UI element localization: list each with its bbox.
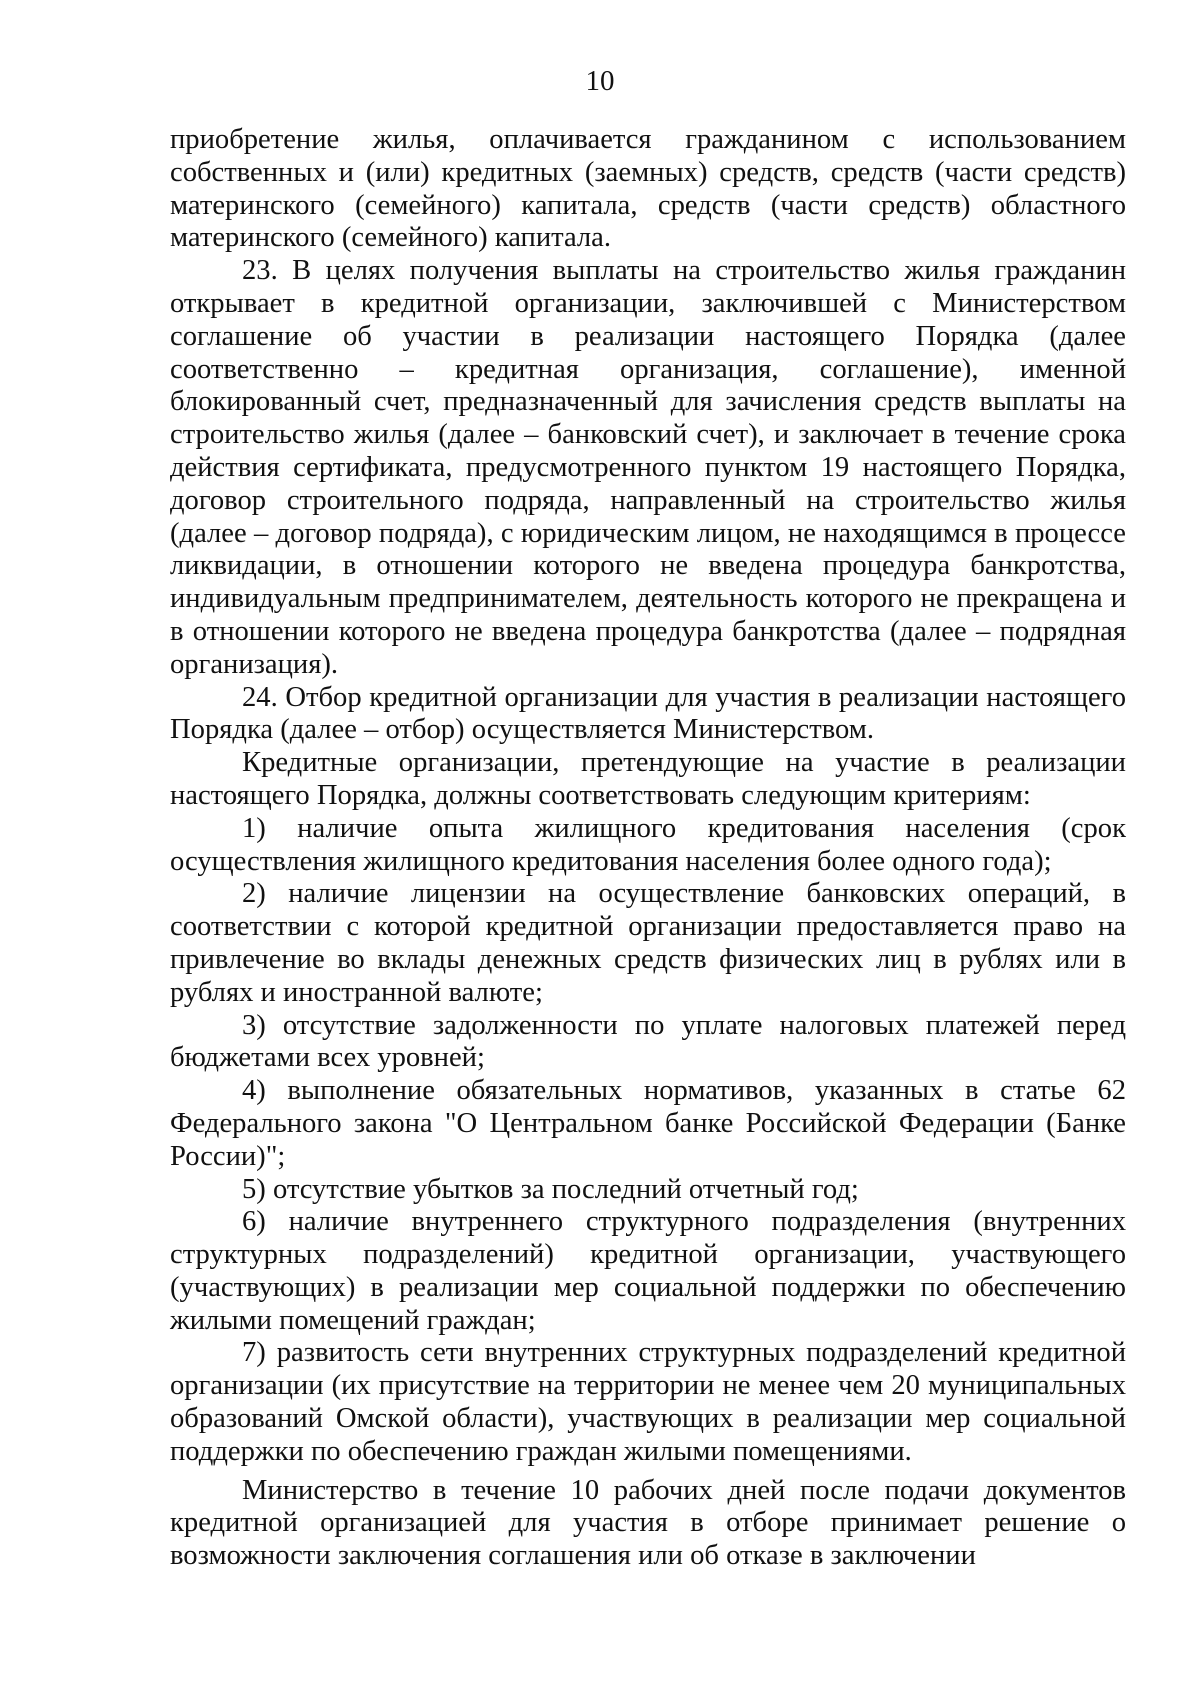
criterion-7: 7) развитость сети внутренних структурных подразделений кредитной организации (их присутствие на территории не менее чем 20 муниципальных образований Омской области), участвующих в реализации мер социальной поддержки по обеспечению граждан жилыми помещениями. [170, 1337, 1126, 1467]
criterion-3: 3) отсутствие задолженности по уплате налоговых платежей перед бюджетами всех уровней; [170, 1009, 1126, 1074]
paragraph-23: 23. В целях получения выплаты на строительство жилья гражданин открывает в кредитной организации, заключившей с Министерством соглашение об участии в реализации настоящего Порядка (далее соответственно – кредитная организация, соглашение), именной блокированный счет, предназначенный для зачисления средств выплаты на строительство жилья (далее – банковский счет), и заключает в течение срока действия сертификата, предусмотренного пунктом 19 настоящего Порядка, договор строительного подряда, направленный на строительство жилья (далее – договор подряда), с юридическим лицом, не находящимся в процессе ликвидации, в отношении которого не введена процедура банкротства, индивидуальным предпринимателем, деятельность которого не прекращена и в отношении которого не введена процедура банкротства (далее – подрядная организация). [170, 255, 1126, 680]
criterion-1: 1) наличие опыта жилищного кредитования населения (срок осуществления жилищного кредитования населения более одного года); [170, 812, 1126, 877]
page-number: 10 [585, 65, 615, 97]
paragraph-continuation: приобретение жилья, оплачивается гражданином с использованием собственных и (или) кредитных (заемных) средств, средств (части средств) материнского (семейного) капитала, средств (части средств) областного материнского (семейного) капитала. [170, 124, 1126, 254]
criterion-6: 6) наличие внутреннего структурного подразделения (внутренних структурных подразделений) кредитной организации, участвующего (участвующих) в реализации мер социальной поддержки по обеспечению жилыми помещений граждан; [170, 1206, 1126, 1336]
criterion-2: 2) наличие лицензии на осуществление банковских операций, в соответствии с которой кредитной организации предоставляется право на привлечение во вклады денежных средств физических лиц в рублях или в рублях и иностранной валюте; [170, 878, 1126, 1008]
paragraph-24: 24. Отбор кредитной организации для участия в реализации настоящего Порядка (далее – отбор) осуществляется Министерством. [170, 681, 1126, 746]
paragraph-criteria-intro: Кредитные организации, претендующие на участие в реализации настоящего Порядка, должны соответствовать следующим критериям: [170, 747, 1126, 811]
criterion-5: 5) отсутствие убытков за последний отчетный год; [242, 1173, 859, 1205]
criterion-4: 4) выполнение обязательных нормативов, указанных в статье 62 Федерального закона "О Центральном банке Российской Федерации (Банке России)"; [170, 1075, 1126, 1172]
document-body [170, 124, 1126, 1573]
paragraph-ministry-decision: Министерство в течение 10 рабочих дней после подачи документов кредитной организацией для участия в отборе принимает решение о возможности заключения соглашения или об отказе в заключении [170, 1474, 1126, 1572]
